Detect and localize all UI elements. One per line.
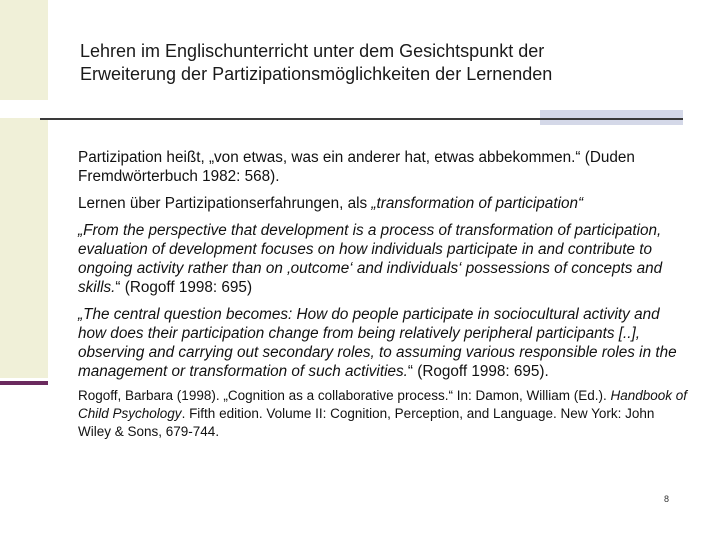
quote-1-text: „From the perspective that development is a process of transformation of participation, evaluation of development focuses on how individuals participate in and contribute to ongoing activity rather than on ‚outcome‘ and individuals‘ possessions of concepts and skills. [78,222,663,296]
slide-title-line-2: Erweiterung der Partizipationsmöglichkeiten der Lernenden [80,64,553,84]
decorative-panel-left [0,118,48,378]
title-divider [40,118,683,120]
quote-2-text: „The central question becomes: How do people participate in sociocultural activity and how does their participation change from being relatively peripheral participants [..], observing and carrying out secondary roles, to assuming various responsible roles in the management or transformation of such activities. [78,306,677,380]
reference-book-title: Handbook of Child Psychology [78,388,688,421]
quote-paragraph-1 [78,221,690,297]
quote-1-citation: “ (Rogoff 1998: 695) [115,279,253,296]
quote-paragraph-2 [78,305,690,381]
definition-term: Partizipation [78,149,163,166]
decorative-accent-bar [0,381,48,385]
slide-title [80,40,680,86]
page-number: 8 [664,494,670,504]
slide-title-line-1: Lehren im Englischunterricht unter dem Gesichtspunkt der [80,41,545,61]
quote-2-citation: “ (Rogoff 1998: 695). [407,363,549,380]
reference-part-b: . Fifth edition. Volume II: Cognition, Perception, and Language. New York: John Wiley & Sons, 679-744. [78,406,655,439]
definition-text: heißt, „von etwas, was ein anderer hat, etwas abbekommen.“ (Duden Fremdwörterbuch 1982: 568). [78,149,635,185]
learning-text: Lernen über Partizipationserfahrungen, als [78,195,372,212]
decorative-panel-top-left [0,0,48,100]
reference-part-a: Rogoff, Barbara (1998). „Cognition as a collaborative process.“ In: Damon, William (Ed.). [78,388,611,403]
learning-paragraph [78,194,690,213]
slide-body [78,148,690,449]
learning-concept: „transformation of participation“ [371,195,584,212]
reference-paragraph [78,387,690,441]
definition-paragraph [78,148,690,186]
